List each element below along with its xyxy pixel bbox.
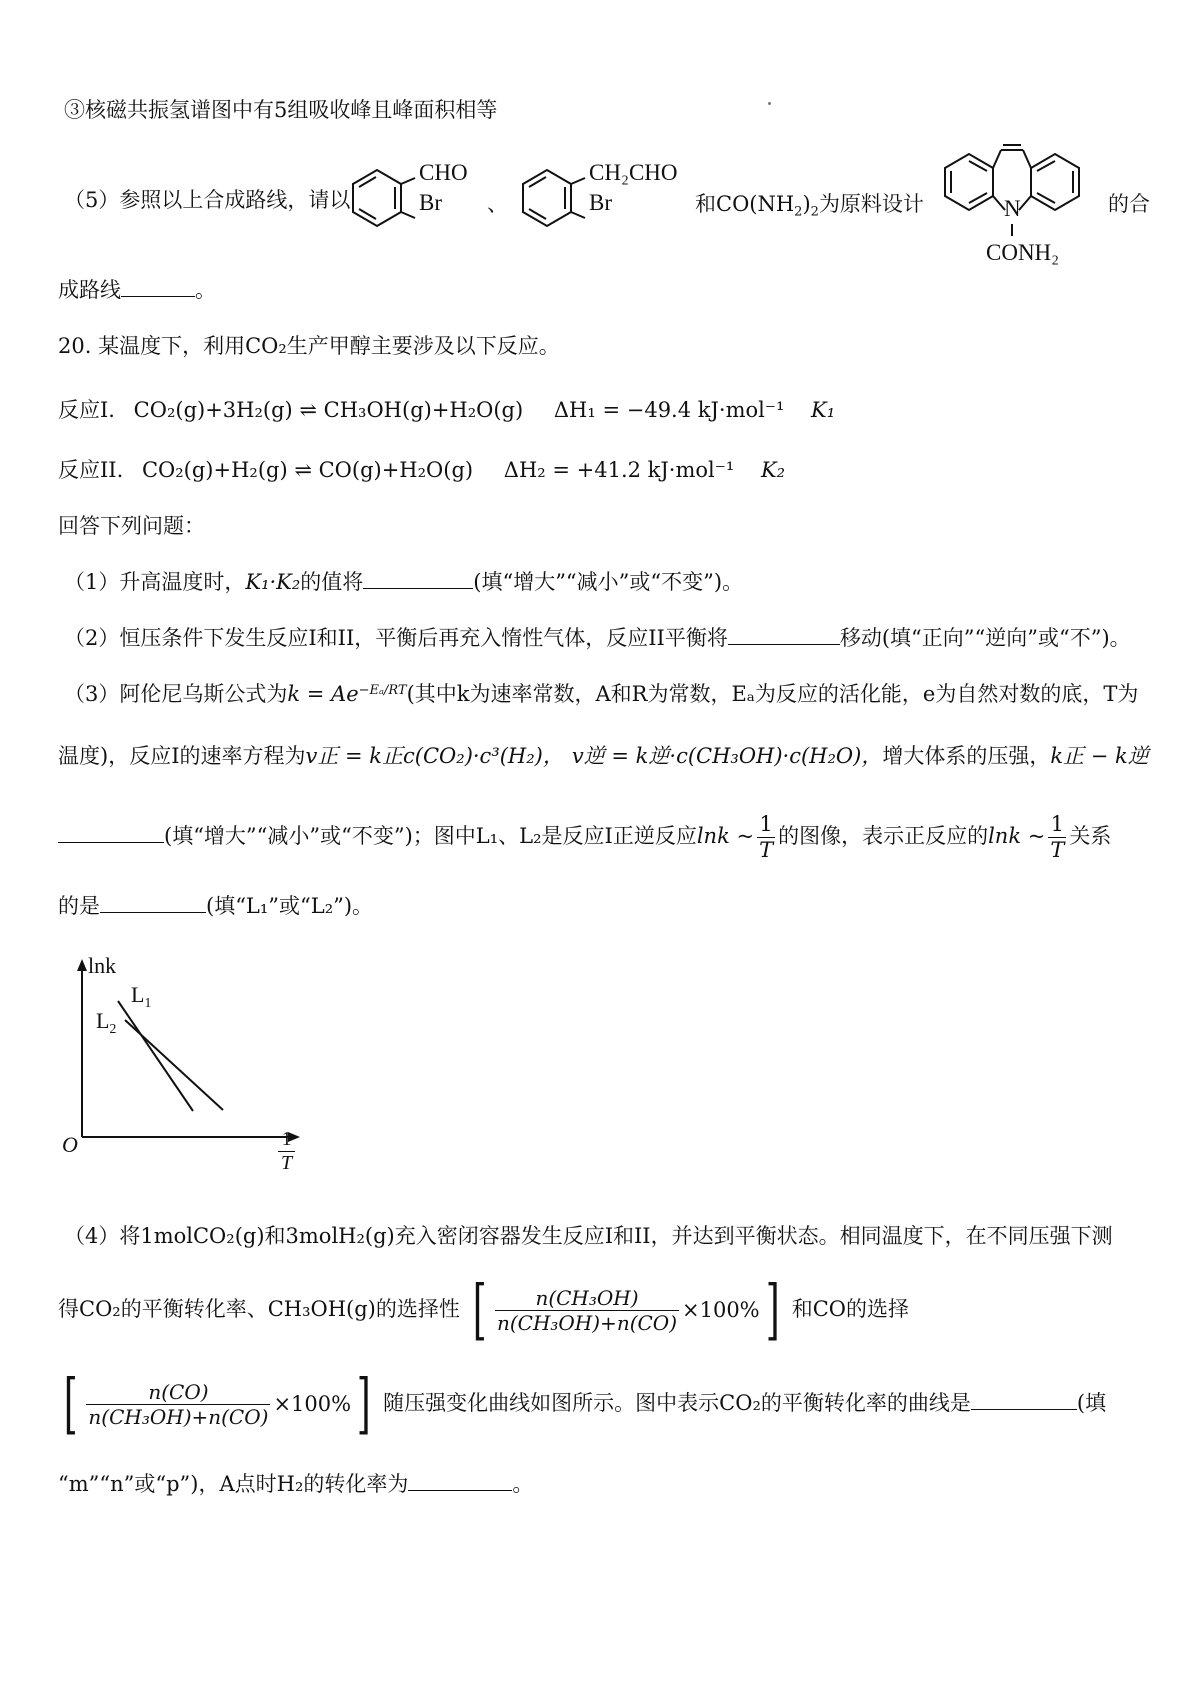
q20-part4-line1: （4）将1molCO₂(g)和3molH₂(g)充入密闭容器发生反应I和II，并达到平衡状态。相同温度下，在不同压强下测 [64, 1224, 1113, 1248]
q20-part4-line3 [58, 1367, 1107, 1442]
sel2-percent: ×100% [273, 1391, 352, 1416]
reaction-1-enthalpy: ΔH₁ = −49.4 kJ·mol⁻¹ [553, 398, 785, 422]
line-l2 [125, 1020, 223, 1110]
q19-part5-prefix [64, 188, 350, 213]
graph-xlabel [278, 1128, 295, 1175]
line-l1 [118, 1001, 193, 1111]
reaction-2 [58, 458, 785, 483]
frac-num: 1 [759, 812, 773, 836]
p4-text-g: 。 [512, 1472, 534, 1496]
urea-sub2: 2 [810, 204, 819, 220]
p1-text-a: （1）升高温度时， [64, 570, 246, 594]
p2-text-a: （2）恒压条件下发生反应I和II，平衡后再充入惰性气体，反应II平衡将 [64, 626, 728, 650]
p3-text-g: 关系 [1069, 824, 1112, 849]
p4-text-c: 和CO的选择 [791, 1297, 910, 1322]
forward-rate-eq: v正 = k正c(CO₂)·c³(H₂)， [305, 744, 564, 768]
xlabel-den: T [278, 1151, 295, 1175]
l1-sub: 1 [144, 994, 152, 1010]
separator: 、 [487, 192, 508, 216]
condition-3: ③核磁共振氢谱图中有5组吸收峰且峰面积相等 [64, 98, 498, 122]
p3-text-f: 的图像，表示正反应的 [778, 824, 989, 849]
reaction-1-equation: CO₂(g)+3H₂(g) ⇌ CH₃OH(g)+H₂O(g) [133, 398, 524, 422]
reaction-2-equation: CO₂(g)+H₂(g) ⇌ CO(g)+H₂O(g) [141, 458, 474, 482]
l1-text: L [131, 982, 145, 1007]
p4-text-e: (填 [1076, 1391, 1107, 1416]
suffix-end: 的合 [1108, 192, 1150, 216]
q20-part3-line3 [58, 812, 1111, 863]
p3-text-c: 温度)，反应I的速率方程为 [58, 744, 306, 768]
reverse-rate-eq: v逆 = k逆·c(CH₃OH)·c(H₂O)， [571, 744, 883, 768]
target-n: N [1004, 196, 1021, 221]
p4-text-d: 随压强变化曲线如图所示。图中表示CO₂的平衡转化率的曲线是 [383, 1391, 971, 1416]
q19-part5-cont [58, 278, 216, 303]
k-difference: k正 − k逆 [1050, 744, 1149, 768]
lnk-label-1: lnk ~ [696, 824, 755, 849]
p3-answer-blank-2[interactable] [100, 912, 206, 913]
graph-l1-label [131, 982, 151, 1008]
q20-part3-line2 [58, 744, 1149, 769]
reaction-1-k: K₁ [811, 398, 836, 422]
p3-text-a: （3）阿伦尼乌斯公式为 [64, 682, 288, 706]
answer-prompt: 回答下列问题： [58, 514, 205, 538]
period: 。 [195, 278, 216, 302]
arrhenius-formula: k = Ae [287, 682, 359, 706]
p3-text-e: (填“增大”“减小”或“不变”)；图中L₁、L₂是反应I正逆反应 [164, 824, 697, 849]
p4-text-b: 得CO₂的平衡转化率、CH₃OH(g)的选择性 [58, 1297, 460, 1322]
route-text: 成路线 [58, 278, 121, 302]
q20-intro: 20. 某温度下，利用CO₂生产甲醇主要涉及以下反应。 [58, 334, 560, 358]
co-selectivity-formula: [ $\frac{n(CO)}{\text{n(CH₃OH)+n(CO)}}$ ×100% ] [63, 1367, 371, 1442]
p3-answer-blank-1[interactable] [58, 842, 164, 843]
xlabel-num: 1 [281, 1128, 292, 1150]
urea-sub: 2 [794, 204, 803, 220]
frac-den: T [759, 838, 774, 863]
q20-part1 [64, 570, 743, 595]
p1-k-product: K₁·K₂ [245, 570, 301, 594]
q19-part5-prefix-text: （5）参照以上合成路线，请以 [64, 188, 351, 212]
y-axis-arrow-icon [77, 959, 87, 971]
p4-text-f: “m”“n”或“p”)，A点时H₂的转化率为 [58, 1472, 409, 1496]
p3-text-i: (填“L₁”或“L₂”)。 [206, 894, 374, 918]
arrhenius-exponent: −Eₐ/RT [358, 682, 407, 698]
p4-answer-blank-2[interactable] [408, 1490, 512, 1491]
sel1-denominator: n(CH₃OH)+n(CO) [496, 1311, 677, 1336]
speck [768, 102, 771, 105]
l2-sub: 2 [109, 1020, 117, 1036]
p3-text-h: 的是 [58, 894, 100, 918]
graph-origin: O [62, 1132, 78, 1157]
sub1-br: Br [419, 190, 442, 215]
reaction-1 [58, 398, 835, 423]
q20-part3-line4 [58, 894, 373, 919]
p1-answer-blank[interactable] [363, 588, 473, 589]
raw-material-text: 为原料设计 [818, 192, 924, 216]
q20-part4-line4 [58, 1472, 533, 1497]
q20-part4-line2 [58, 1273, 910, 1348]
frac-den: T [1050, 838, 1065, 863]
reaction-2-enthalpy: ΔH₂ = +41.2 kJ·mol⁻¹ [503, 458, 735, 482]
q20-part3-line1 [64, 682, 1138, 707]
graph-l2-label [96, 1008, 116, 1034]
urea-text [695, 188, 924, 218]
urea-formula: CO(NH [716, 192, 795, 216]
inv-t-fraction-2 [1048, 812, 1066, 863]
reaction-1-label: 反应I. [58, 398, 115, 422]
sub1-cho: CHO [419, 160, 468, 185]
lnk-label-2: lnk ~ [988, 824, 1046, 849]
answer-blank[interactable] [121, 296, 195, 297]
frac-num: 1 [1050, 812, 1065, 836]
sub2-br: Br [589, 190, 612, 215]
p3-text-d: 增大体系的压强， [882, 744, 1051, 768]
sel2-numerator: n(CO) [148, 1380, 209, 1405]
sel2-denominator: n(CH₃OH)+n(CO) [88, 1405, 269, 1430]
urea-paren: ) [802, 192, 811, 216]
sub2-ch2cho: CH₂CHO [589, 160, 678, 185]
q20-part2 [64, 626, 1131, 651]
p1-text-b: 的值将 [300, 570, 364, 594]
reaction-2-k: K₂ [760, 458, 786, 482]
p1-text-c: (填“增大”“减小”或“不变”)。 [473, 570, 744, 594]
and-text: 和 [695, 192, 716, 216]
target-conh2: CONH₂ [986, 240, 1060, 265]
sel1-numerator: n(CH₃OH) [535, 1286, 639, 1311]
ch3oh-selectivity-formula: [ $\frac{\text{n(CH₃OH)}}{\text{n(CH₃OH)+n(CO)}}$ ×100% ] [472, 1273, 780, 1348]
p2-answer-blank[interactable] [728, 644, 840, 645]
l2-text: L [96, 1008, 110, 1033]
inv-t-fraction-1 [757, 812, 775, 863]
p2-text-b: 移动(填“正向”“逆向”或“不”)。 [839, 626, 1131, 650]
p3-text-b: (其中k为速率常数，A和R为常数，Eₐ为反应的活化能，e为自然对数的底，T为 [406, 682, 1139, 706]
p4-answer-blank-1[interactable] [971, 1409, 1077, 1410]
graph-ylabel: lnk [88, 953, 117, 978]
reaction-2-label: 反应II. [58, 458, 124, 482]
sel1-percent: ×100% [682, 1297, 760, 1322]
